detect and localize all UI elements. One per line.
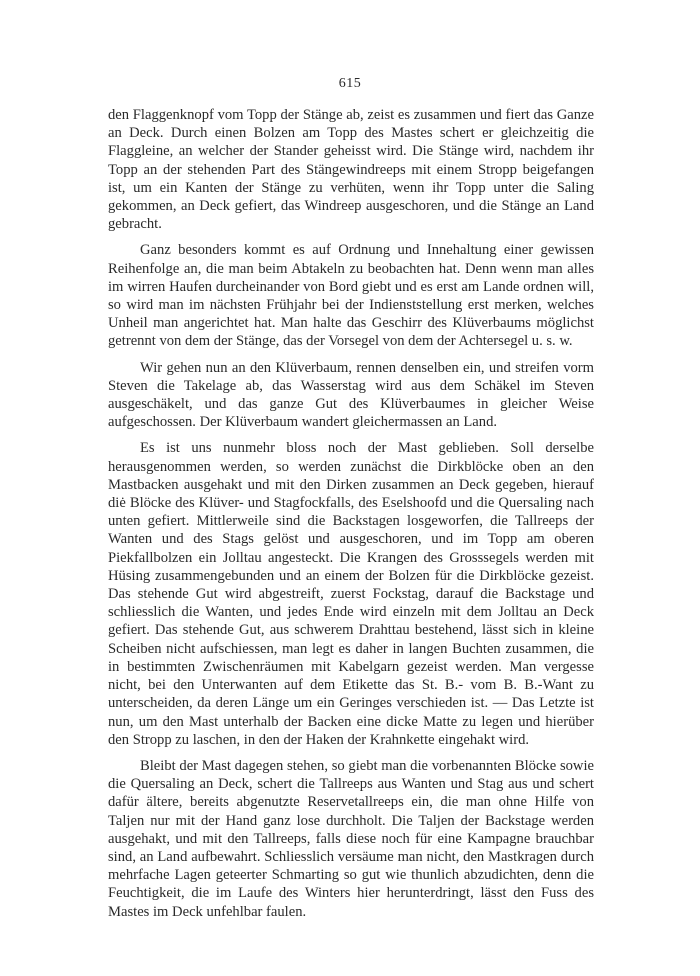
body-text (108, 106, 594, 929)
paragraph-1: den Flaggenknopf vom Topp der Stänge ab, zeist es zusammen und fiert das Ganze an Deck. Durch einen Bolzen am Topp des Mastes schert er gleichzeitig die Flaggleine, an welcher der Stander geheisst wird. Die Stänge wird, nachdem ihr Topp an der stehenden Part des Stängewindreeps mit einem Stropp beigefangen ist, um ein Kanten der Stänge zu verhüten, wenn ihr Topp unter die Saling gekommen, an Deck gefiert, das Windreep ausgeschoren, und die Stänge an Land gebracht. (108, 107, 594, 233)
paragraph-4: Es ist uns nunmehr bloss noch der Mast geblieben. Soll derselbe herausgenommen werden, so werden zunächst die Dirkblöcke oben an den Mastbacken ausgehakt und mit den Dirken zusammen an Deck gegeben, hierauf diė Blöcke des Klüver- und Stagfockfalls, des Eselshoofd und die Quersaling nach unten gefiert. Mittlerweile sind die Backstagen losgeworfen, die Tallreeps der Wanten und des Stags gelöst und ausgeschoren, und im Topp am oberen Piekfallbolzen ein Jolltau angesteckt. Die Krangen des Grosssegels werden mit Hüsing zusammengebunden und an einem der Bolzen für die Dirkblöcke gezeist. Das stehende Gut wird abgestreift, zuerst Fockstag, darauf die Backstage und schliesslich die Wanten, und jedes Ende wird einzeln mit dem Jolltau an Deck gefiert. Das stehende Gut, aus schwerem Drahttau bestehend, lässt sich in kleine Scheiben nicht aufschiessen, man legt es daher in langen Buchten zusammen, die in bestimmten Zwischenräumen mit Kabelgarn gezeist werden. Man vergesse nicht, bei den Unterwanten auf dem Etikette das St. B.- vom B. B.-Want zu unterscheiden, da deren Länge um ein Geringes verschieden ist. — Das Letzte ist nun, um den Mast unterhalb der Backen eine dicke Matte zu legen und hierüber den Stropp zu laschen, in den der Haken der Krahnkette eingehakt wird. (108, 440, 594, 748)
paragraph-2: Ganz besonders kommt es auf Ordnung und Innehaltung einer gewissen Reihenfolge an, die man beim Abtakeln zu beobachten hat. Denn wenn man alles im wirren Haufen durcheinander von Bord giebt und es erst am Lande ordnen will, so wird man im nächsten Frühjahr bei der Indienststellung erst merken, welches Unheil man angerichtet hat. Man halte das Geschirr des Klüverbaums möglichst getrennt von dem der Stänge, das der Vorsegel von dem der Achtersegel u. s. w. (108, 242, 594, 350)
paragraph-5: Bleibt der Mast dagegen stehen, so giebt man die vorbenannten Blöcke sowie die Quersaling an Deck, schert die Tallreeps aus Wanten und Stag aus und schert dafür ältere, bereits abgenutzte Reservetallreeps ein, die man ohne Hilfe von Taljen nur mit der Hand ganz lose durchholt. Die Taljen der Backstage werden ausgehakt, und mit den Tallreeps, falls diese noch für eine Kampagne brauchbar sind, an Land aufbewahrt. Schliesslich versäume man nicht, den Mastkragen durch mehrfache Lagen geteerter Schmarting so gut wie thunlich abzudichten, denn die Feuchtigkeit, die im Laufe des Winters hier herunterdringt, lässt den Fuss des Mastes im Deck unfehlbar faulen. (108, 757, 594, 920)
page-number: 615 (338, 76, 362, 91)
paragraph-3: Wir gehen nun an den Klüverbaum, rennen denselben ein, und streifen vorm Steven die Takelage ab, das Wasserstag wird aus dem Schäkel im Steven ausgeschäkelt, und das ganze Gut des Klüverbaumes in gleicher Weise aufgeschossen. Der Klüverbaum wandert gleichermassen an Land. (108, 359, 594, 431)
